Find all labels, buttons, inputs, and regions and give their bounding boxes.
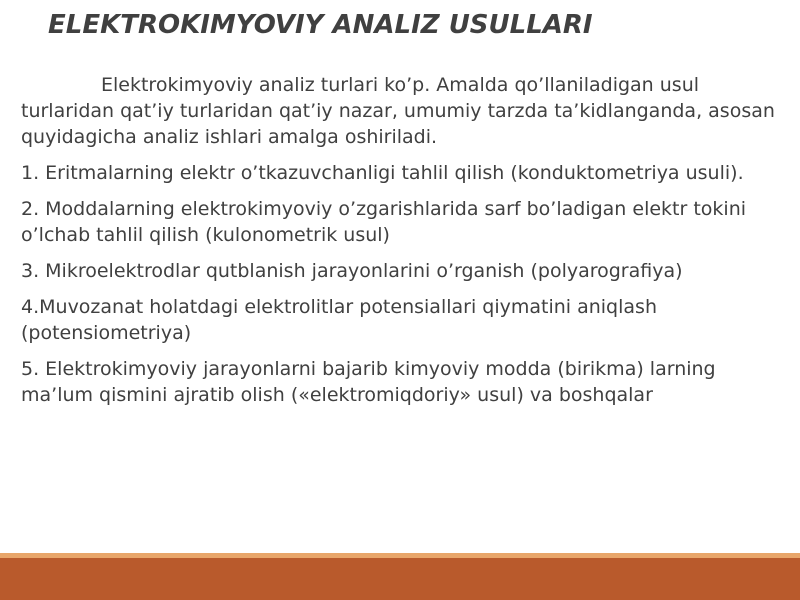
list-item-3: 3. Mikroelektrodlar qutblanish jarayonlarini o’rganish (polyarografiya) xyxy=(21,260,683,282)
footer-bar xyxy=(0,558,800,600)
list-item-4: 4.Muvozanat holatdagi elektrolitlar potensiallari qiymatini aniqlash (potensiometriya) xyxy=(21,296,657,344)
list-item-1: 1. Eritmalarning elektr o’tkazuvchanligi tahlil qilish (konduktometriya usuli). xyxy=(21,162,744,184)
list-item-2: 2. Moddalarning elektrokimyoviy o’zgarishlarida sarf bo’ladigan elektr tokini o’lchab tahlil qilish (kulonometrik usul) xyxy=(21,198,747,246)
slide-title: ELEKTROKIMYOVIY ANALIZ USULLARI xyxy=(48,10,593,40)
list-item-5: 5. Elektrokimyoviy jarayonlarni bajarib kimyoviy modda (birikma) larning ma’lum qismini ajratib olish («elektromiqdoriy» usul) va boshqalar xyxy=(21,358,716,406)
slide-body xyxy=(21,72,783,418)
intro-paragraph: Elektrokimyoviy analiz turlari ko’p. Amalda qo’llaniladigan usul turlaridan qat’iy turlaridan qat’iy nazar, umumiy tarzda ta’kidlanganda, asosan quyidagicha analiz ishlari amalga oshiriladi. xyxy=(21,74,775,148)
